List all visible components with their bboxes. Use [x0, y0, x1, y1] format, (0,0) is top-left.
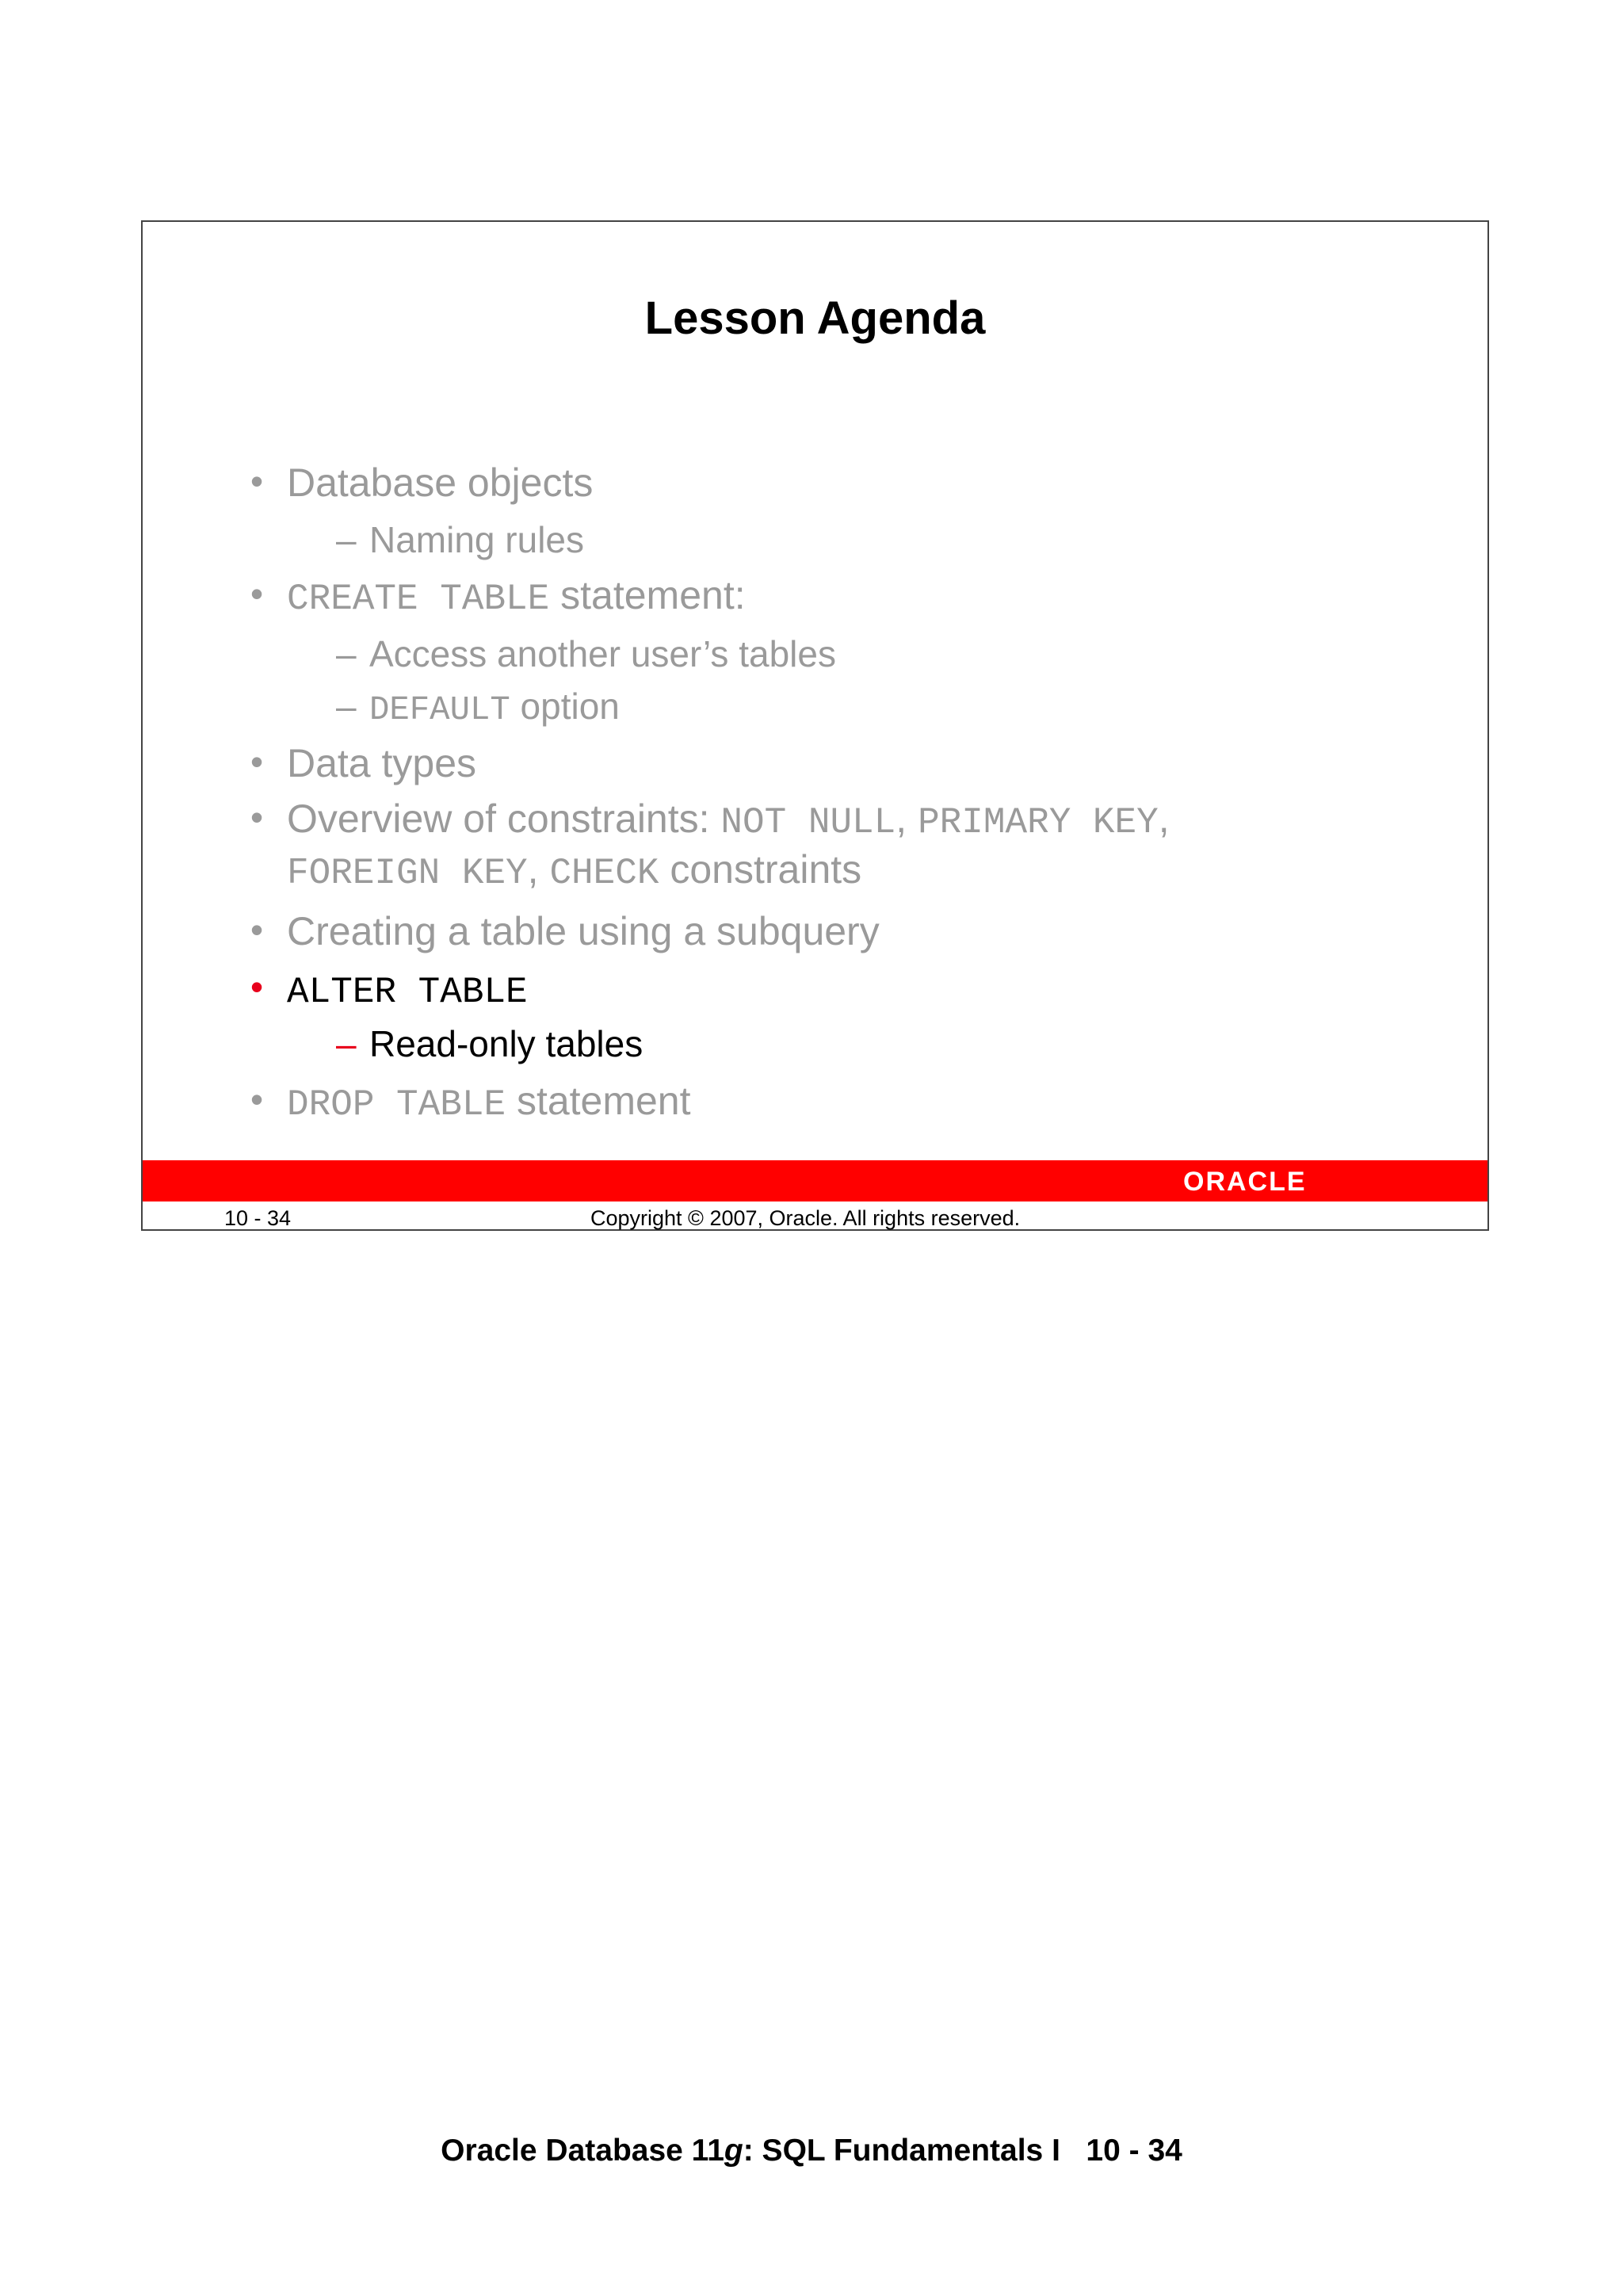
bullet-marker: • [250, 573, 264, 614]
agenda-item-create-table [287, 572, 746, 620]
item-separator: , [896, 797, 918, 841]
agenda-subitem-read-only-tables [369, 1022, 643, 1065]
agenda-subitem-default-option [369, 685, 620, 729]
agenda-item-constraints [287, 796, 1170, 843]
item-text: Overview of constraints: [287, 797, 721, 841]
item-code: FOREIGN KEY [287, 853, 528, 894]
item-text: Naming rules [369, 519, 584, 560]
agenda-item-constraints-continued [287, 846, 861, 894]
item-text: Read-only tables [369, 1023, 643, 1064]
oracle-logo [1183, 1167, 1350, 1195]
item-text: statement [506, 1079, 691, 1123]
item-separator: , [1158, 797, 1170, 841]
item-code: CREATE TABLE [287, 579, 550, 620]
footer-italic: g [724, 2134, 743, 2168]
dash-marker: – [336, 519, 357, 560]
agenda-item-drop-table [287, 1078, 691, 1125]
agenda-item-alter-table [287, 965, 528, 1013]
item-code: DEFAULT [369, 691, 510, 729]
dash-marker-active: – [336, 1023, 357, 1064]
slide [141, 220, 1489, 1231]
item-text: option [510, 686, 620, 727]
copyright-notice: Copyright © 2007, Oracle. All rights reserved. [590, 1206, 1021, 1230]
oracle-logo-text: ORACLE [1183, 1167, 1307, 1195]
item-text: Database objects [287, 460, 594, 505]
item-text: statement: [549, 573, 746, 617]
slide-number: 10 - 34 [224, 1206, 292, 1230]
item-text: Data types [287, 741, 477, 785]
item-code: DROP TABLE [287, 1084, 506, 1125]
agenda-subitem-naming-rules [369, 518, 584, 561]
item-text: Creating a table using a subquery [287, 909, 880, 953]
item-text: Access another user’s tables [369, 633, 836, 674]
agenda-item-subquery [287, 908, 880, 954]
slide-title: Lesson Agenda [644, 292, 986, 344]
agenda-item-data-types [287, 740, 476, 786]
agenda-item-database-objects [287, 460, 593, 506]
dash-marker: – [336, 686, 357, 727]
bullet-marker: • [250, 797, 264, 838]
bullet-marker: • [250, 909, 264, 950]
agenda-list [143, 222, 1487, 1229]
item-code: PRIMARY KEY [918, 802, 1159, 843]
item-separator: , [527, 847, 550, 892]
page-footer [0, 2134, 1623, 2168]
footer-prefix: Oracle Database 11 [441, 2134, 724, 2168]
bullet-marker-active: • [250, 966, 264, 1007]
item-code: ALTER TABLE [287, 972, 528, 1013]
footer-suffix: : SQL Fundamentals I 10 - 34 [743, 2134, 1182, 2168]
bullet-marker: • [250, 741, 264, 782]
agenda-subitem-access-tables [369, 632, 836, 675]
dash-marker: – [336, 633, 357, 674]
item-text: constraints [659, 847, 862, 892]
bullet-marker: • [250, 460, 264, 502]
item-code: NOT NULL [720, 802, 896, 843]
item-code: CHECK [549, 853, 659, 894]
bullet-marker: • [250, 1079, 264, 1120]
